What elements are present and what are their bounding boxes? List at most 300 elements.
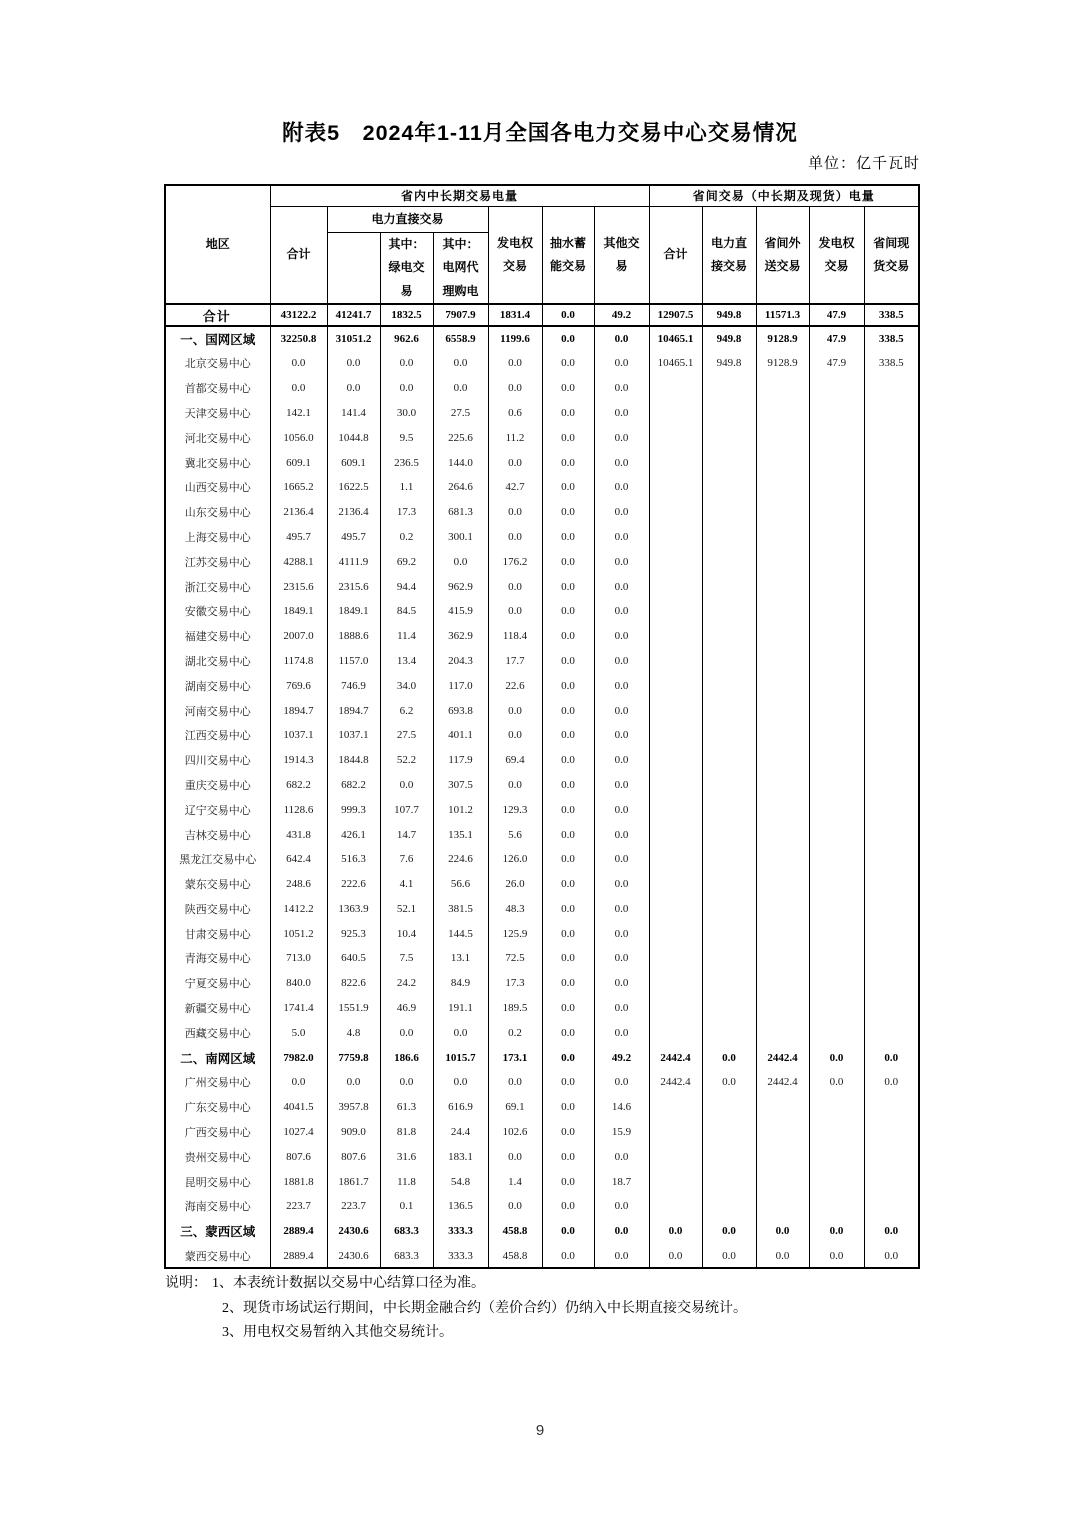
value-cell: 2136.4	[327, 500, 380, 525]
value-cell	[809, 1095, 864, 1120]
value-cell	[756, 376, 809, 401]
value-cell: 0.0	[594, 822, 649, 847]
region-cell: 陕西交易中心	[165, 897, 270, 922]
value-cell	[702, 425, 756, 450]
value-cell: 13.4	[380, 649, 433, 674]
value-cell: 0.0	[594, 773, 649, 798]
value-cell: 47.9	[809, 351, 864, 376]
value-cell: 7.6	[380, 847, 433, 872]
value-cell: 426.1	[327, 822, 380, 847]
table-row	[165, 525, 919, 550]
value-cell: 0.0	[864, 1244, 919, 1269]
table-row	[165, 1169, 919, 1194]
value-cell	[809, 723, 864, 748]
value-cell: 401.1	[433, 723, 488, 748]
table-row	[165, 351, 919, 376]
value-cell	[702, 797, 756, 822]
value-cell: 681.3	[433, 500, 488, 525]
value-cell: 69.4	[488, 748, 542, 773]
region-cell: 重庆交易中心	[165, 773, 270, 798]
value-cell: 48.3	[488, 897, 542, 922]
region-cell: 青海交易中心	[165, 946, 270, 971]
value-cell: 101.2	[433, 797, 488, 822]
value-cell: 338.5	[864, 351, 919, 376]
value-cell: 144.0	[433, 450, 488, 475]
value-cell: 7907.9	[433, 304, 488, 326]
value-cell: 69.1	[488, 1095, 542, 1120]
value-cell	[809, 549, 864, 574]
value-cell: 0.0	[594, 525, 649, 550]
value-cell	[809, 376, 864, 401]
value-cell: 0.0	[433, 376, 488, 401]
value-cell: 909.0	[327, 1120, 380, 1145]
value-cell: 949.8	[702, 326, 756, 351]
value-cell: 0.0	[488, 1144, 542, 1169]
value-cell: 0.0	[542, 797, 594, 822]
region-cell: 昆明交易中心	[165, 1169, 270, 1194]
value-cell	[649, 450, 702, 475]
value-cell: 746.9	[327, 673, 380, 698]
value-cell: 0.0	[702, 1244, 756, 1269]
value-cell: 0.0	[488, 574, 542, 599]
value-cell	[649, 698, 702, 723]
value-cell: 49.2	[594, 1045, 649, 1070]
value-cell	[649, 1020, 702, 1045]
value-cell: 1044.8	[327, 425, 380, 450]
value-cell: 516.3	[327, 847, 380, 872]
value-cell	[702, 822, 756, 847]
value-cell: 1844.8	[327, 748, 380, 773]
value-cell: 118.4	[488, 624, 542, 649]
value-cell: 47.9	[809, 326, 864, 351]
value-cell: 0.0	[488, 450, 542, 475]
value-cell	[756, 773, 809, 798]
table-row	[165, 996, 919, 1021]
value-cell: 1412.2	[270, 897, 327, 922]
value-cell: 49.2	[594, 304, 649, 326]
value-cell: 962.6	[380, 326, 433, 351]
value-cell	[702, 1194, 756, 1219]
value-cell	[809, 1020, 864, 1045]
value-cell: 11.2	[488, 425, 542, 450]
value-cell	[809, 921, 864, 946]
value-cell: 1199.6	[488, 326, 542, 351]
value-cell: 495.7	[327, 525, 380, 550]
value-cell: 1894.7	[327, 698, 380, 723]
value-cell: 129.3	[488, 797, 542, 822]
value-cell	[864, 599, 919, 624]
value-cell	[649, 748, 702, 773]
value-cell	[864, 921, 919, 946]
value-cell: 13.1	[433, 946, 488, 971]
value-cell: 840.0	[270, 971, 327, 996]
value-cell: 1363.9	[327, 897, 380, 922]
value-cell: 1027.4	[270, 1120, 327, 1145]
value-cell: 26.0	[488, 872, 542, 897]
value-cell	[864, 1144, 919, 1169]
table-row	[165, 1244, 919, 1269]
value-cell: 9128.9	[756, 351, 809, 376]
region-cell: 北京交易中心	[165, 351, 270, 376]
value-cell: 1881.8	[270, 1169, 327, 1194]
value-cell: 0.0	[594, 797, 649, 822]
value-cell	[702, 847, 756, 872]
value-cell: 4288.1	[270, 549, 327, 574]
value-cell	[649, 921, 702, 946]
value-cell: 17.3	[488, 971, 542, 996]
value-cell: 141.4	[327, 401, 380, 426]
value-cell: 2889.4	[270, 1219, 327, 1244]
value-cell	[702, 897, 756, 922]
value-cell	[649, 401, 702, 426]
value-cell	[649, 946, 702, 971]
region-cell: 湖南交易中心	[165, 673, 270, 698]
value-cell	[649, 773, 702, 798]
table-row	[165, 847, 919, 872]
value-cell: 17.7	[488, 649, 542, 674]
value-cell: 0.0	[864, 1045, 919, 1070]
value-cell: 2430.6	[327, 1244, 380, 1269]
value-cell: 0.0	[594, 500, 649, 525]
value-cell: 0.0	[542, 1020, 594, 1045]
value-cell: 52.1	[380, 897, 433, 922]
value-cell: 0.0	[542, 847, 594, 872]
value-cell: 0.0	[270, 376, 327, 401]
value-cell	[809, 748, 864, 773]
value-cell: 14.7	[380, 822, 433, 847]
value-cell	[809, 1144, 864, 1169]
header-inter-gen-right: 发电权交易	[809, 207, 864, 305]
value-cell: 43122.2	[270, 304, 327, 326]
value-cell: 949.8	[702, 304, 756, 326]
value-cell: 458.8	[488, 1219, 542, 1244]
table-row	[165, 475, 919, 500]
notes-block	[165, 1272, 925, 1346]
value-cell: 24.4	[433, 1120, 488, 1145]
value-cell: 0.0	[488, 525, 542, 550]
value-cell: 2442.4	[649, 1070, 702, 1095]
value-cell: 11.4	[380, 624, 433, 649]
value-cell	[756, 549, 809, 574]
value-cell	[649, 599, 702, 624]
value-cell: 0.0	[380, 376, 433, 401]
value-cell: 0.0	[542, 525, 594, 550]
value-cell	[649, 847, 702, 872]
value-cell: 683.3	[380, 1219, 433, 1244]
value-cell: 1037.1	[270, 723, 327, 748]
header-grid-agent: 其中：电网代理购电	[433, 233, 488, 305]
value-cell	[756, 624, 809, 649]
table-body	[165, 304, 919, 1268]
value-cell: 300.1	[433, 525, 488, 550]
value-cell: 0.0	[542, 1045, 594, 1070]
table-row	[165, 872, 919, 897]
value-cell	[702, 748, 756, 773]
value-cell: 0.0	[809, 1070, 864, 1095]
value-cell	[702, 1144, 756, 1169]
value-cell: 333.3	[433, 1244, 488, 1269]
value-cell: 338.5	[864, 326, 919, 351]
page-title: 附表5 2024年1-11月全国各电力交易中心交易情况	[282, 121, 798, 145]
value-cell	[756, 996, 809, 1021]
value-cell	[702, 971, 756, 996]
value-cell: 925.3	[327, 921, 380, 946]
value-cell: 0.0	[542, 822, 594, 847]
value-cell	[864, 1120, 919, 1145]
region-cell: 二、南网区域	[165, 1045, 270, 1070]
note-line	[165, 1272, 925, 1297]
value-cell	[756, 897, 809, 922]
value-cell: 0.0	[542, 996, 594, 1021]
value-cell: 2315.6	[270, 574, 327, 599]
value-cell	[809, 475, 864, 500]
value-cell	[756, 698, 809, 723]
table-row	[165, 897, 919, 922]
value-cell: 609.1	[270, 450, 327, 475]
value-cell: 176.2	[488, 549, 542, 574]
value-cell	[756, 1020, 809, 1045]
header-other-trade: 其他交易	[594, 207, 649, 305]
value-cell: 769.6	[270, 673, 327, 698]
value-cell: 0.0	[542, 1144, 594, 1169]
value-cell	[809, 897, 864, 922]
value-cell: 46.9	[380, 996, 433, 1021]
region-cell: 蒙东交易中心	[165, 872, 270, 897]
header-intra-total: 合计	[270, 207, 327, 305]
value-cell: 0.0	[380, 1020, 433, 1045]
value-cell: 0.0	[809, 1244, 864, 1269]
value-cell: 0.0	[649, 1219, 702, 1244]
header-gen-right: 发电权交易	[488, 207, 542, 305]
value-cell: 0.0	[542, 304, 594, 326]
table-row	[165, 1194, 919, 1219]
value-cell: 61.3	[380, 1095, 433, 1120]
value-cell: 0.0	[327, 1070, 380, 1095]
value-cell: 4111.9	[327, 549, 380, 574]
value-cell: 225.6	[433, 425, 488, 450]
value-cell: 0.0	[756, 1219, 809, 1244]
value-cell: 0.1	[380, 1194, 433, 1219]
value-cell: 0.0	[542, 921, 594, 946]
value-cell	[756, 450, 809, 475]
value-cell	[649, 872, 702, 897]
value-cell: 2889.4	[270, 1244, 327, 1269]
value-cell	[809, 599, 864, 624]
value-cell: 381.5	[433, 897, 488, 922]
value-cell	[649, 425, 702, 450]
value-cell: 11571.3	[756, 304, 809, 326]
value-cell: 1741.4	[270, 996, 327, 1021]
value-cell: 84.5	[380, 599, 433, 624]
value-cell: 0.0	[542, 1194, 594, 1219]
value-cell	[864, 425, 919, 450]
value-cell	[649, 574, 702, 599]
value-cell: 0.0	[542, 599, 594, 624]
value-cell: 0.0	[594, 872, 649, 897]
value-cell: 10.4	[380, 921, 433, 946]
notes-label: 说明：	[165, 1276, 207, 1291]
value-cell: 24.2	[380, 971, 433, 996]
value-cell	[756, 872, 809, 897]
value-cell: 0.0	[594, 351, 649, 376]
value-cell: 0.0	[542, 1219, 594, 1244]
value-cell: 204.3	[433, 649, 488, 674]
value-cell: 0.0	[488, 723, 542, 748]
value-cell: 0.0	[864, 1070, 919, 1095]
value-cell	[756, 1169, 809, 1194]
value-cell	[809, 401, 864, 426]
value-cell: 0.0	[594, 698, 649, 723]
value-cell	[809, 673, 864, 698]
value-cell: 3957.8	[327, 1095, 380, 1120]
header-row-groups	[165, 185, 919, 207]
value-cell	[864, 822, 919, 847]
value-cell: 713.0	[270, 946, 327, 971]
value-cell: 333.3	[433, 1219, 488, 1244]
value-cell: 0.0	[542, 450, 594, 475]
value-cell: 0.0	[488, 773, 542, 798]
table-row	[165, 574, 919, 599]
value-cell: 0.0	[380, 773, 433, 798]
value-cell: 807.6	[327, 1144, 380, 1169]
value-cell: 1.4	[488, 1169, 542, 1194]
table-row	[165, 376, 919, 401]
region-cell: 福建交易中心	[165, 624, 270, 649]
table-row	[165, 1045, 919, 1070]
value-cell	[649, 624, 702, 649]
value-cell	[702, 475, 756, 500]
value-cell: 0.0	[594, 748, 649, 773]
header-inter-spot: 省间现货交易	[864, 207, 919, 305]
region-cell: 海南交易中心	[165, 1194, 270, 1219]
value-cell	[702, 599, 756, 624]
value-cell: 10465.1	[649, 351, 702, 376]
value-cell: 415.9	[433, 599, 488, 624]
region-cell: 吉林交易中心	[165, 822, 270, 847]
value-cell: 125.9	[488, 921, 542, 946]
value-cell: 0.0	[594, 723, 649, 748]
value-cell: 0.0	[542, 351, 594, 376]
value-cell: 1015.7	[433, 1045, 488, 1070]
value-cell: 0.0	[594, 549, 649, 574]
value-cell	[864, 723, 919, 748]
table-row	[165, 549, 919, 574]
value-cell: 0.0	[542, 425, 594, 450]
region-cell: 四川交易中心	[165, 748, 270, 773]
header-pumped-storage: 抽水蓄能交易	[542, 207, 594, 305]
header-inter-group: 省间交易（中长期及现货）电量	[649, 185, 919, 207]
table-row	[165, 1070, 919, 1095]
header-direct-trade: 电力直接交易	[327, 207, 488, 233]
value-cell: 12907.5	[649, 304, 702, 326]
note-line: 2、现货市场试运行期间，中长期金融合约（差价合约）仍纳入中长期直接交易统计。	[222, 1300, 747, 1316]
value-cell	[864, 401, 919, 426]
table-row	[165, 748, 919, 773]
value-cell	[649, 822, 702, 847]
value-cell: 22.6	[488, 673, 542, 698]
value-cell: 0.0	[542, 624, 594, 649]
value-cell	[864, 1095, 919, 1120]
value-cell	[702, 525, 756, 550]
region-cell: 山东交易中心	[165, 500, 270, 525]
value-cell	[756, 723, 809, 748]
header-inter-total: 合计	[649, 207, 702, 305]
value-cell: 0.0	[594, 1070, 649, 1095]
value-cell: 0.0	[542, 872, 594, 897]
value-cell: 1051.2	[270, 921, 327, 946]
value-cell: 1551.9	[327, 996, 380, 1021]
value-cell: 0.0	[542, 1244, 594, 1269]
value-cell	[702, 1095, 756, 1120]
value-cell: 31.6	[380, 1144, 433, 1169]
value-cell	[809, 649, 864, 674]
value-cell	[809, 525, 864, 550]
region-cell: 山西交易中心	[165, 475, 270, 500]
value-cell	[756, 425, 809, 450]
table-row	[165, 822, 919, 847]
value-cell: 2442.4	[756, 1045, 809, 1070]
value-cell: 2007.0	[270, 624, 327, 649]
value-cell	[756, 946, 809, 971]
value-cell: 102.6	[488, 1120, 542, 1145]
value-cell	[756, 1144, 809, 1169]
header-row-sub	[165, 207, 919, 233]
value-cell	[809, 1120, 864, 1145]
value-cell: 0.0	[594, 971, 649, 996]
value-cell: 84.9	[433, 971, 488, 996]
value-cell: 7.5	[380, 946, 433, 971]
value-cell: 1832.5	[380, 304, 433, 326]
value-cell: 0.0	[380, 1070, 433, 1095]
value-cell: 6.2	[380, 698, 433, 723]
value-cell	[864, 971, 919, 996]
value-cell: 616.9	[433, 1095, 488, 1120]
value-cell	[864, 1194, 919, 1219]
value-cell: 4.1	[380, 872, 433, 897]
value-cell: 1849.1	[270, 599, 327, 624]
value-cell	[864, 649, 919, 674]
value-cell	[809, 500, 864, 525]
table-row	[165, 500, 919, 525]
value-cell: 1914.3	[270, 748, 327, 773]
value-cell: 117.0	[433, 673, 488, 698]
value-cell: 307.5	[433, 773, 488, 798]
value-cell	[649, 475, 702, 500]
value-cell: 1174.8	[270, 649, 327, 674]
value-cell	[756, 525, 809, 550]
value-cell	[702, 946, 756, 971]
value-cell: 495.7	[270, 525, 327, 550]
value-cell	[809, 1169, 864, 1194]
value-cell: 0.0	[542, 1095, 594, 1120]
value-cell: 0.0	[542, 376, 594, 401]
value-cell: 0.0	[864, 1219, 919, 1244]
header-inter-outbound: 省间外送交易	[756, 207, 809, 305]
value-cell	[756, 822, 809, 847]
value-cell	[756, 1095, 809, 1120]
value-cell	[702, 624, 756, 649]
value-cell: 41241.7	[327, 304, 380, 326]
value-cell	[864, 1169, 919, 1194]
value-cell	[864, 500, 919, 525]
value-cell	[702, 500, 756, 525]
value-cell	[756, 797, 809, 822]
region-cell: 西藏交易中心	[165, 1020, 270, 1045]
note-line: 3、用电权交易暂纳入其他交易统计。	[222, 1325, 453, 1340]
value-cell	[702, 921, 756, 946]
value-cell: 682.2	[270, 773, 327, 798]
value-cell: 9128.9	[756, 326, 809, 351]
